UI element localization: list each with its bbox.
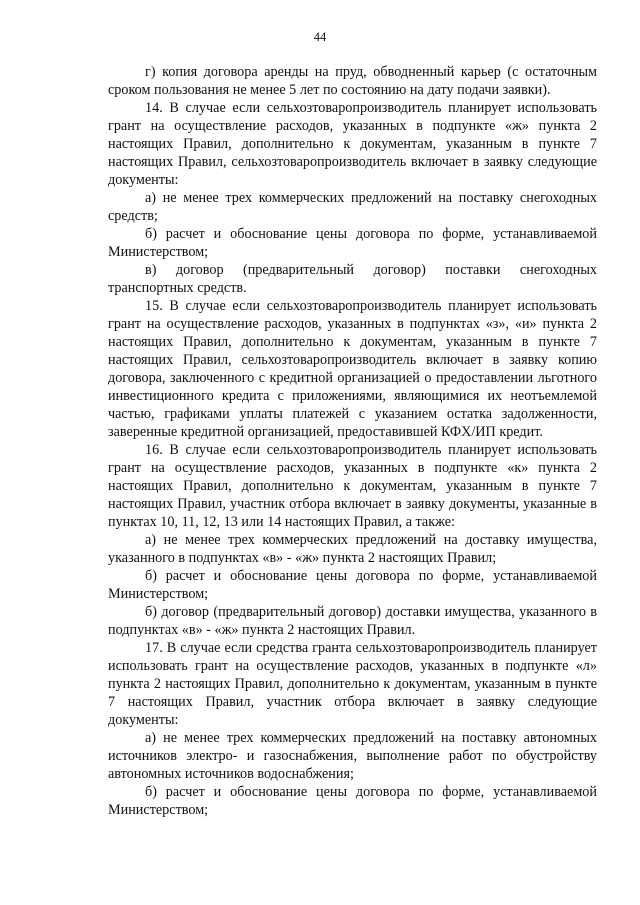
paragraph-16-b: б) расчет и обоснование цены договора по форме, устанавливаемой Министерством;: [108, 568, 597, 602]
paragraph-16: 16. В случае если сельхозтоваропроизводитель планирует использовать грант на осуществление расходов, указанных в подпункте «к» пункта 2 настоящих Правил, дополнительно к документам, указанным в пункте 7 настоящих Правил, участник отбора включает в заявку документы, указанные в пунктах 10, 11, 12, 13 или 14 настоящих Правил, а также:: [108, 442, 597, 530]
document-body: [108, 63, 597, 819]
paragraph-17: 17. В случае если средства гранта сельхозтоваропроизводитель планирует использовать грант на осуществление расходов, указанных в подпункте «л» пункта 2 настоящих Правил, дополнительно к документам, указанным в пункте 7 настоящих Правил, участник отбора включает в заявку следующие документы:: [108, 640, 597, 728]
paragraph-item-g-lease-copy: г) копия договора аренды на пруд, обводненный карьер (с остаточным сроком пользования не менее 5 лет по состоянию на дату подачи заявки).: [108, 64, 597, 98]
paragraph-14-b: б) расчет и обоснование цены договора по форме, устанавливаемой Министерством;: [108, 226, 597, 260]
paragraph-17-a: а) не менее трех коммерческих предложений на поставку автономных источников электро- и газоснабжения, выполнение работ по обустройству автономных источников водоснабжения;: [108, 730, 597, 782]
paragraph-16-a: а) не менее трех коммерческих предложений на доставку имущества, указанного в подпунктах «в» - «ж» пункта 2 настоящих Правил;: [108, 532, 597, 566]
paragraph-15: 15. В случае если сельхозтоваропроизводитель планирует использовать грант на осуществление расходов, указанных в подпунктах «з», «и» пункта 2 настоящих Правил, дополнительно к документам, указанным в пункте 7 настоящих Правил, сельхозтоваропроизводитель включает в заявку копию договора, заключенного с кредитной организацией о предоставлении льготного инвестиционного кредита с приложениями, являющимися их неотъемлемой частью, графиками уплаты платежей с указанием остатка задолженности, заверенные кредитной организацией, предоставившей КФХ/ИП кредит.: [108, 298, 597, 440]
paragraph-17-b: б) расчет и обоснование цены договора по форме, устанавливаемой Министерством;: [108, 784, 597, 818]
paragraph-14-a: а) не менее трех коммерческих предложений на поставку снегоходных средств;: [108, 190, 597, 224]
paragraph-14: 14. В случае если сельхозтоваропроизводитель планирует использовать грант на осуществление расходов, указанных в подпункте «ж» пункта 2 настоящих Правил, дополнительно к документам, указанным в пункте 7 настоящих Правил, сельхозтоваропроизводитель включает в заявку следующие документы:: [108, 100, 597, 188]
paragraph-14-v: в) договор (предварительный договор) поставки снегоходных транспортных средств.: [108, 262, 597, 296]
paragraph-16-b-second: б) договор (предварительный договор) доставки имущества, указанного в подпунктах «в» - «ж» пункта 2 настоящих Правил.: [108, 604, 597, 638]
page-number: 44: [313, 30, 327, 44]
